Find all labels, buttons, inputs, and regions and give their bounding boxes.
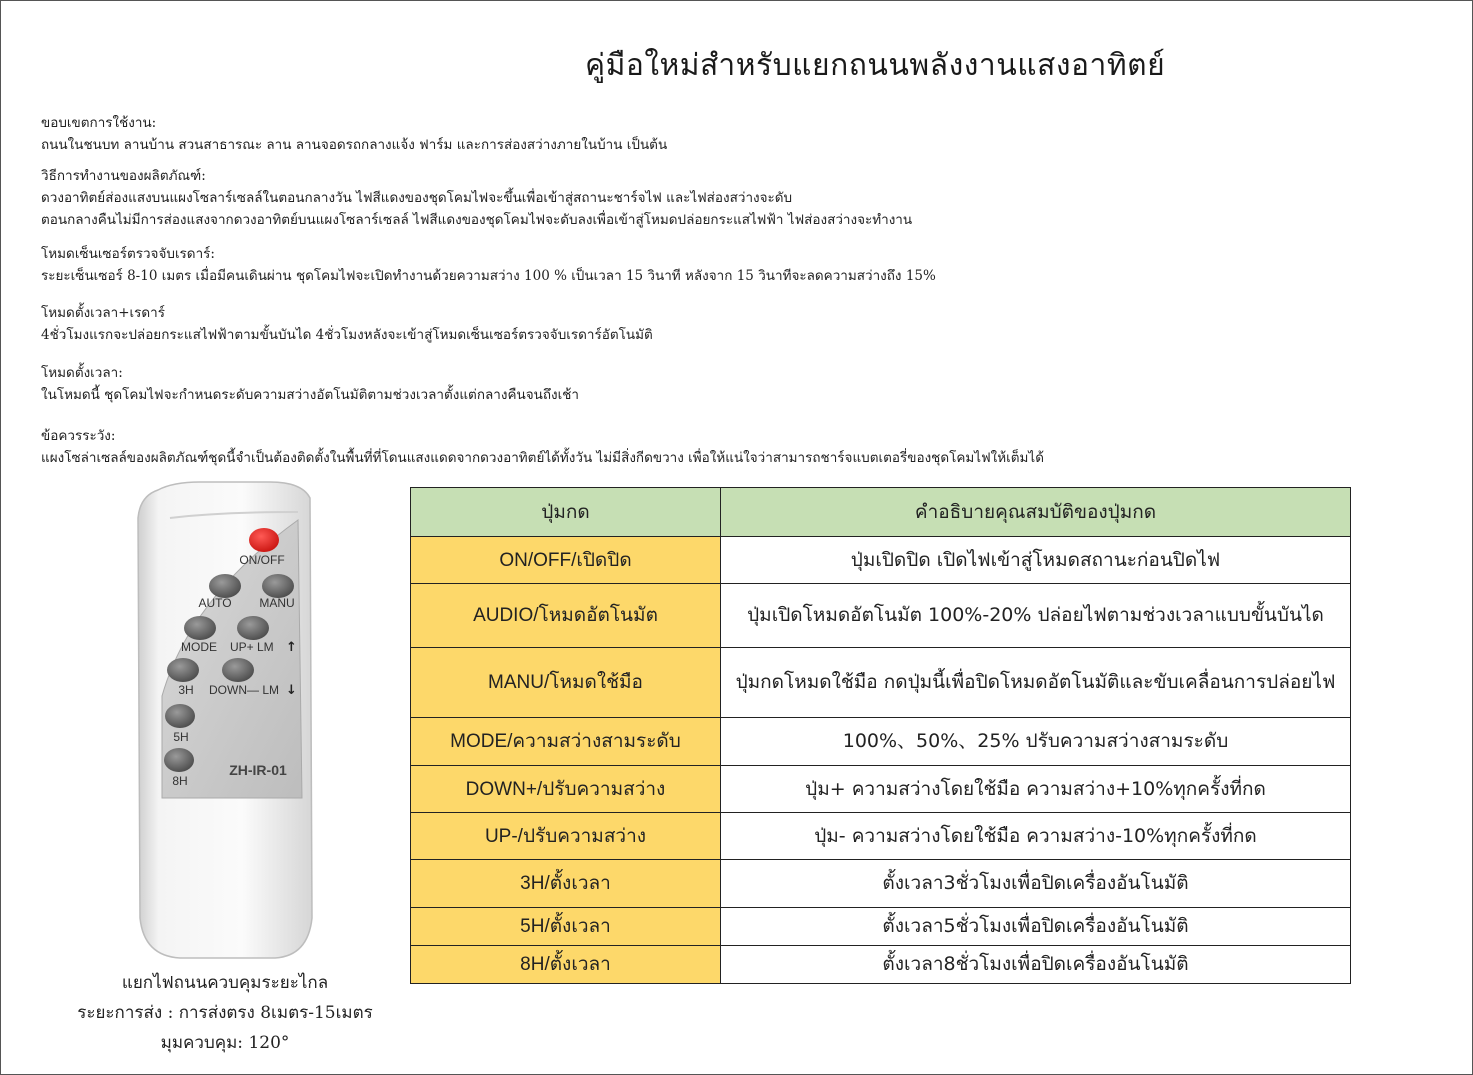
section-heading: โหมดตั้งเวลา+เรดาร์ [41, 305, 165, 321]
section-heading: วิธีการทำงานของผลิตภัณฑ์: [41, 168, 206, 184]
section-text: 4ชั่วโมงแรกจะปล่อยกระแสไฟฟ้าตามขั้นบันได 4ชั่วโมงหลังจะเข้าสู่โหมดเซ็นเซอร์ตรวจจับเรดาร์อัตโนมัติ [41, 327, 653, 343]
remote-caption-range: ระยะการส่ง : การส่งตรง 8เมตร-15เมตร [77, 1003, 373, 1023]
auto-button[interactable] [209, 574, 241, 598]
section-usage-scope [41, 112, 667, 156]
section-text: ในโหมดนี้ ชุดโคมไฟจะกำหนดระดับความสว่างอัตโนมัติตามช่วงเวลาตั้งแต่กลางคืนจนถึงเช้า [41, 387, 579, 403]
table-row [411, 537, 1351, 584]
remote-control-image [40, 478, 410, 968]
section-heading: โหมดตั้งเวลา: [41, 365, 123, 381]
down-button[interactable] [222, 658, 254, 682]
table-cell-desc: ปุ่ม- ความสว่างโดยใช้มือ ความสว่าง-10%ทุกครั้งที่กด [721, 813, 1351, 860]
table-row [411, 946, 1351, 984]
table-row [411, 584, 1351, 648]
up-button-label: UP+ LM [230, 640, 274, 654]
table-cell-key: ON/OFF/เปิดปิด [411, 537, 721, 584]
section-text: ระยะเซ็นเซอร์ 8-10 เมตร เมื่อมีคนเดินผ่าน ชุดโคมไฟจะเปิดทำงานด้วยความสว่าง 100 % เป็นเวลา 15 วินาที หลังจาก 15 วินาทีจะลดความสว่างถึง 15% [41, 268, 936, 284]
table-cell-desc: ตั้งเวลา8ชั่วโมงเพื่อปิดเครื่องอันโนมัติ [721, 946, 1351, 984]
timer-5h-label: 5H [173, 730, 189, 744]
section-heading: ขอบเขตการใช้งาน: [41, 115, 157, 131]
table-header-description: คำอธิบายคุณสมบัติของปุ่มกด [721, 488, 1351, 537]
mode-button-label: MODE [181, 640, 217, 654]
timer-3h-label: 3H [178, 683, 194, 697]
table-cell-key: UP-/ปรับความสว่าง [411, 813, 721, 860]
section-text: ถนนในชนบท ลานบ้าน สวนสาธารณะ ลาน ลานจอดรถกลางแจ้ง ฟาร์ม และการส่องสว่างภายในบ้าน เป็นต้น [41, 137, 668, 153]
section-heading: โหมดเซ็นเซอร์ตรวจจับเรดาร์: [41, 246, 215, 262]
table-row [411, 648, 1351, 718]
manu-button-label: MANU [259, 596, 295, 610]
mode-button[interactable] [184, 616, 216, 640]
page-title: คู่มือใหม่สำหรับแยกถนนพลังงานแสงอาทิตย์ [585, 48, 1166, 83]
timer-8h-button[interactable] [164, 748, 194, 772]
section-radar-mode [41, 243, 936, 287]
table-row [411, 813, 1351, 860]
table-cell-key: 3H/ตั้งเวลา [411, 860, 721, 908]
up-button[interactable] [237, 616, 269, 640]
table-cell-key: MODE/ความสว่างสามระดับ [411, 718, 721, 766]
table-cell-key: DOWN+/ปรับความสว่าง [411, 766, 721, 813]
up-arrow-icon: ↑ [286, 640, 297, 655]
power-button[interactable] [249, 528, 279, 552]
auto-button-label: AUTO [198, 596, 232, 610]
section-heading: ข้อควรระวัง: [41, 428, 116, 444]
section-caution [41, 425, 1044, 469]
table-cell-desc: ปุ่มเปิดโหมดอัตโนมัต 100%-20% ปล่อยไฟตามช่วงเวลาแบบขั้นบันได [721, 584, 1351, 648]
remote-model-label: ZH-IR-01 [229, 762, 287, 778]
remote-caption-title: แยกไฟถนนควบคุมระยะไกล [121, 973, 329, 993]
remote-caption-angle: มุมควบคุม: 120° [160, 1033, 290, 1053]
table-cell-desc: ปุ่ม+ ความสว่างโดยใช้มือ ความสว่าง+10%ทุกครั้งที่กด [721, 766, 1351, 813]
table-cell-desc: ตั้งเวลา3ชั่วโมงเพื่อปิดเครื่องอันโนมัติ [721, 860, 1351, 908]
table-cell-desc: ปุ่มเปิดปิด เปิดไฟเข้าสู่โหมดสถานะก่อนปิดไฟ [721, 537, 1351, 584]
table-header-row [411, 488, 1351, 537]
section-timer-mode [41, 362, 579, 406]
section-text: ตอนกลางคืนไม่มีการส่องแสงจากดวงอาทิตย์บนแผงโซลาร์เซลล์ ไฟสีแดงของชุดโคมไฟจะดับลงเพื่อเข้าสู่โหมดปล่อยกระแสไฟฟ้า ไฟส่องสว่างจะทำงาน [41, 212, 913, 228]
section-timer-radar-mode [41, 302, 653, 346]
table-header-button: ปุ่มกด [411, 488, 721, 537]
manu-button[interactable] [262, 574, 294, 598]
down-arrow-icon: ↓ [286, 683, 297, 698]
timer-8h-label: 8H [172, 774, 188, 788]
section-text: ดวงอาทิตย์ส่องแสงบนแผงโซลาร์เซลล์ในตอนกลางวัน ไฟสีแดงของชุดโคมไฟจะขึ้นเพื่อเข้าสู่สถานะชาร์จไฟ และไฟส่องสว่างจะดับ [41, 190, 793, 206]
table-cell-key: 8H/ตั้งเวลา [411, 946, 721, 984]
table-row [411, 766, 1351, 813]
timer-3h-button[interactable] [167, 658, 199, 682]
table-cell-key: AUDIO/โหมดอัตโนมัต [411, 584, 721, 648]
table-cell-desc: ปุ่มกดโหมดใช้มือ กดปุ่มนี้เพื่อปิดโหมดอัตโนมัติและขับเคลื่อนการปล่อยไฟ [721, 648, 1351, 718]
power-button-label: ON/OFF [239, 553, 285, 567]
down-button-label: DOWN— LM [209, 683, 279, 697]
table-cell-desc: 100%、50%、25% ปรับความสว่างสามระดับ [721, 718, 1351, 766]
table-row [411, 860, 1351, 908]
remote-control-figure [40, 478, 410, 1068]
table-row [411, 718, 1351, 766]
section-text: แผงโซล่าเซลล์ของผลิตภัณฑ์ชุดนี้จำเป็นต้องติดตั้งในพื้นที่ที่โดนแสงแดดจากดวงอาทิตย์ได้ทั้งวัน ไม่มีสิ่งกีดขวาง เพื่อให้แน่ใจว่าสามารถชาร์จแบตเตอรี่ของชุดโคมไฟให้เต็มได้ [41, 450, 1044, 466]
button-description-table [410, 487, 1351, 984]
section-how-it-works [41, 165, 912, 231]
table-cell-key: MANU/โหมดใช้มือ [411, 648, 721, 718]
table-cell-desc: ตั้งเวลา5ชั่วโมงเพื่อปิดเครื่องอันโนมัติ [721, 908, 1351, 946]
timer-5h-button[interactable] [165, 704, 195, 728]
table-row [411, 908, 1351, 946]
table-cell-key: 5H/ตั้งเวลา [411, 908, 721, 946]
